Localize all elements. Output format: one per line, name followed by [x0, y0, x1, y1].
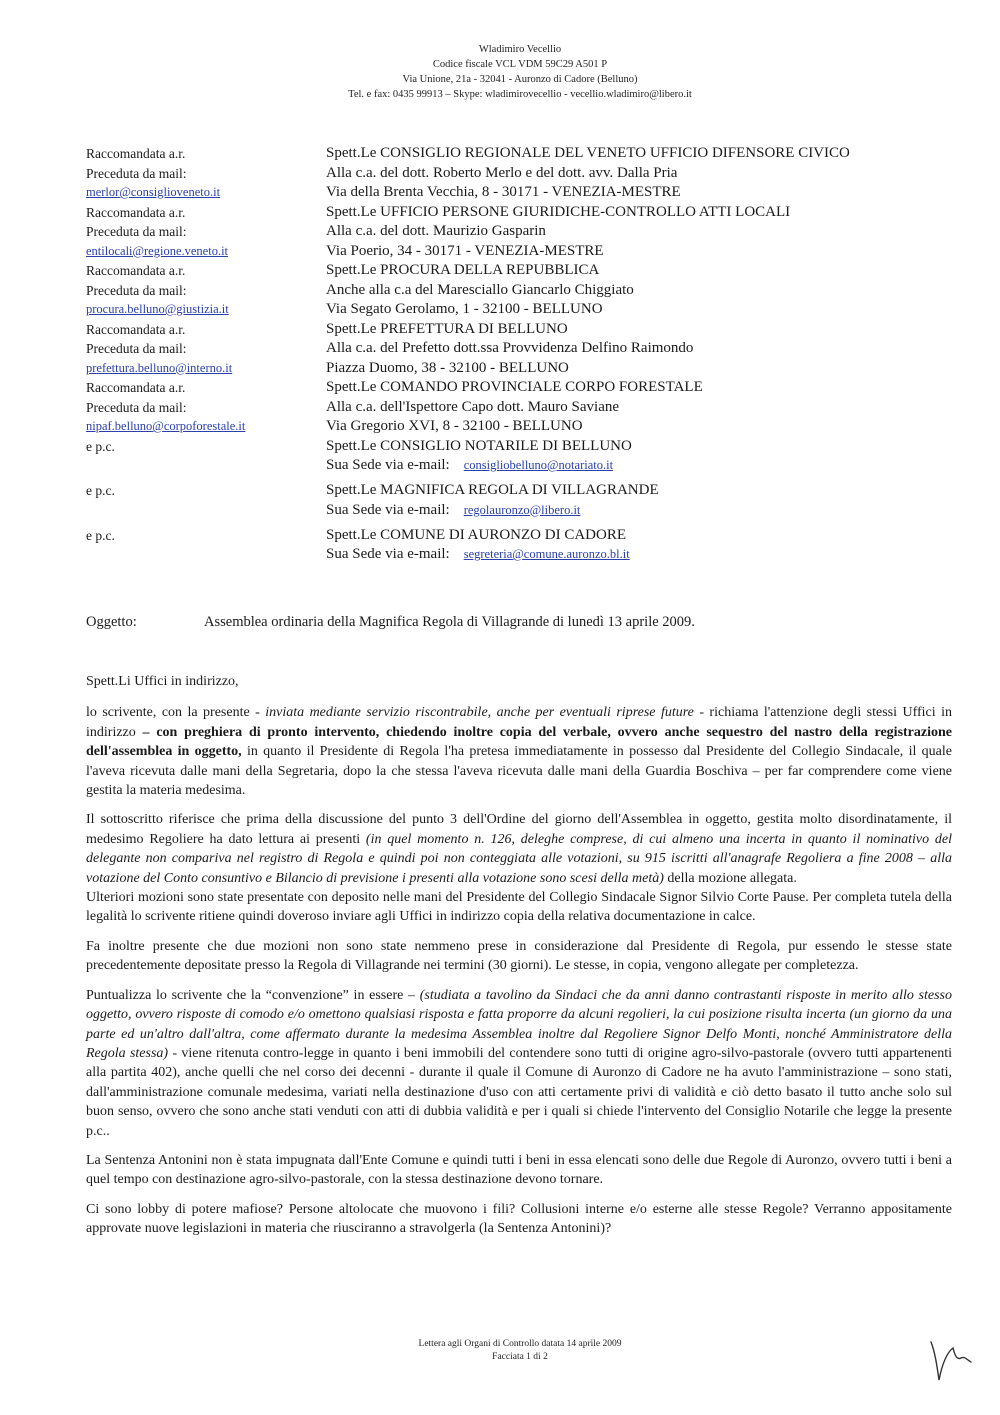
- paragraph-2: [86, 810, 952, 888]
- text-run: - richiama l'attenzione degli stessi Uffici in indirizzo: [86, 705, 952, 740]
- cc-label: e p.c.: [86, 527, 115, 543]
- delivery-method: Raccomandata a.r.: [86, 380, 186, 395]
- recipient-email-link[interactable]: procura.belluno@giustizia.it: [86, 302, 229, 316]
- delivery-method: Raccomandata a.r.: [86, 321, 186, 337]
- letter-body: [86, 672, 952, 1249]
- delivery-method: Raccomandata a.r.: [86, 263, 186, 278]
- letterhead: [250, 42, 790, 102]
- cc-block: [86, 437, 966, 482]
- text-run: della mozione allegata.: [663, 870, 797, 886]
- paragraph-7: Ci sono lobby di potere mafiose? Persone altolocate che muovono i fili? Collusioni interne e/o esterne alle stesse Regole? Verranno appositamente approvate nuove legislazioni in materia che riusciranno a stravolgerla (la Sentenza Antonini)?: [86, 1201, 952, 1237]
- recipient-attention: Alla c.a. del dott. Roberto Merlo e del dott. avv. Dalla Pria: [326, 164, 678, 181]
- cc-recipient-name: Spett.Le COMUNE DI AURONZO DI CADORE: [326, 526, 626, 543]
- text-run: lo scrivente, con la presente -: [86, 705, 266, 721]
- preceded-by-label: Preceduta da mail:: [86, 399, 187, 415]
- cc-recipient-name: Spett.Le MAGNIFICA REGOLA DI VILLAGRANDE: [326, 482, 659, 498]
- subject-label: Oggetto:: [86, 614, 137, 630]
- paragraph-1: [86, 703, 952, 800]
- recipient-name: Spett.Le PREFETTURA DI BELLUNO: [326, 320, 568, 337]
- recipient-address: Via Poerio, 34 - 30171 - VENEZIA-MESTRE: [326, 242, 604, 259]
- cc-email-link[interactable]: segreteria@comune.auronzo.bl.it: [463, 547, 630, 561]
- paragraph-3: Ulteriori mozioni sono state presentate con deposito nelle mani del Presidente del Collegio Sindacale Signor Silvio Corte Pause. Per completa tutela della legalità lo scrivente ritiene quindi doveroso inviare agli Uffici in indirizzo copia della relativa documentazione in calce.: [86, 890, 952, 925]
- paragraph-4: Fa inoltre presente che due mozioni non sono state nemmeno prese in considerazione dal Presidente di Regola, pur essendo le stesse state precedentemente depositate presso la Regola di Villagrande nei termini (30 giorni). Le stesse, in copia, vengono allegate per completezza.: [86, 938, 952, 974]
- footer-page-number: Facciata 1 di 2: [492, 1352, 548, 1362]
- cc-recipient-name: Spett.Le CONSIGLIO NOTARILE DI BELLUNO: [326, 437, 632, 454]
- recipient-block: [86, 144, 966, 203]
- recipient-attention: Alla c.a. dell'Ispettore Capo dott. Mauro Saviane: [326, 398, 620, 415]
- recipient-address: Via Segato Gerolamo, 1 - 32100 - BELLUNO: [326, 301, 603, 317]
- footer-document-info: Lettera agli Organi di Controllo datata 14 aprile 2009: [418, 1339, 622, 1349]
- recipient-block: [86, 320, 966, 379]
- subject-text: Assemblea ordinaria della Magnifica Regola di Villagrande di lunedì 13 aprile 2009.: [204, 614, 695, 630]
- sender-contacts: Tel. e fax: 0435 99913 – Skype: wladimirovecellio - vecellio.wladimiro@libero.it: [348, 89, 692, 100]
- recipient-address: Via della Brenta Vecchia, 8 - 30171 - VENEZIA-MESTRE: [326, 184, 681, 200]
- recipient-email-link[interactable]: entilocali@regione.veneto.it: [86, 243, 229, 258]
- recipient-email-link[interactable]: prefettura.belluno@interno.it: [86, 360, 233, 375]
- delivery-method: Raccomandata a.r.: [86, 146, 186, 161]
- recipient-address: Via Gregorio XVI, 8 - 32100 - BELLUNO: [326, 418, 583, 434]
- recipient-name: Spett.Le CONSIGLIO REGIONALE DEL VENETO UFFICIO DIFENSORE CIVICO: [326, 145, 850, 161]
- cc-label: e p.c.: [86, 438, 115, 454]
- sender-tax-code: Codice fiscale VCL VDM 59C29 A501 P: [432, 59, 608, 70]
- text-run: Puntualizza lo scrivente che la “convenzione” in essere –: [86, 987, 420, 1003]
- cc-email-prefix: Sua Sede via e-mail:: [326, 501, 450, 518]
- italic-run: inviata mediante servizio riscontrabile, anche per eventuali riprese future: [265, 705, 694, 721]
- recipient-attention: Alla c.a. del dott. Maurizio Gasparin: [326, 223, 546, 239]
- recipient-attention: Anche alla c.a del Maresciallo Giancarlo Chiggiato: [326, 281, 634, 298]
- sender-address: Via Unione, 21a - 32041 - Auronzo di Cadore (Belluno): [402, 74, 638, 85]
- subject-line: [86, 614, 966, 631]
- paragraph-6: La Sentenza Antonini non è stata impugnata dall'Ente Comune e quindi tutti i beni in essa elencati sono delle due Regole di Auronzo, ovvero tutti i beni a quel tempo con destinazione agro-silvo-pastorale, con la stessa destinazione devono tornare.: [86, 1152, 952, 1188]
- cc-email-link[interactable]: regolauronzo@libero.it: [463, 502, 581, 517]
- recipient-name: Spett.Le COMANDO PROVINCIALE CORPO FORESTALE: [326, 379, 703, 395]
- cc-block: [86, 526, 966, 571]
- cc-email-link[interactable]: consigliobelluno@notariato.it: [463, 458, 614, 472]
- text-run: Il sottoscritto riferisce che prima della discussione del punto 3 dell'Ordine del giorno dell'Assemblea in oggetto, gestita molto disordinatamente, il medesimo Regoliere ha dato lettura ai presenti: [86, 812, 952, 847]
- italic-run: (studiata a tavolino da Sindaci che da anni danno contrastanti risposte in merito allo stesso oggetto, ovvero risposte di comodo e/o omettono qualsiasi risposta e fatta proporre da alcuni regolieri, la cui posizione risulta incerta (un giorno da una parte ed un'altro dall'altra, come affermato durante la medesima Assemblea inoltre dal Regoliere Signor Delfo Monti, nonché Amministratore della Regola stessa): [86, 987, 952, 1061]
- bold-run: – con preghiera di pronto intervento, chiedendo inoltre copia del verbale, ovvero anche sequestro del nastro della registrazione dell'assemblea in oggetto,: [86, 724, 952, 760]
- preceded-by-label: Preceduta da mail:: [86, 165, 187, 181]
- recipient-block: [86, 203, 966, 262]
- text-run: - viene ritenuta contro-legge in quanto i beni immobili del contendere sono tutti di origine agro-silvo-pastorale (ovvero tutti appartenenti alla partita 402), anche quelli che nel corso dei decenni - durante il quale il Comune di Auronzo di Cadore ne ha avuto l'amministrazione – sono stati, dall'amministrazione comunale medesima, variati nella destinazione d'uso con atti certamente privi di validità e ciò detto basato il tutto anche solo sul buon senso, ovvero che sono anche stati venduti con atti di dubbia validità e per i quali si chiede l'intervento del Consiglio Notarile che legge la presente p.c..: [86, 1045, 952, 1139]
- recipient-name: Spett.Le UFFICIO PERSONE GIURIDICHE-CONTROLLO ATTI LOCALI: [326, 203, 791, 220]
- greeting: Spett.Li Uffici in indirizzo,: [86, 674, 239, 689]
- paragraph-5: [86, 986, 952, 1141]
- text-run: in quanto il Presidente di Regola l'ha pretesa immediatamente in possesso dal Presidente del Collegio Sindacale, il quale l'aveva ricevuta dalle mani della Segretaria, dopo la che stessa l'aveva ricevuta dalle mani della Guardia Boschiva – per far comprendere come viene gestita la materia medesima.: [86, 744, 952, 799]
- preceded-by-label: Preceduta da mail:: [86, 282, 187, 298]
- recipient-email-link[interactable]: merlor@consiglioveneto.it: [86, 185, 221, 199]
- recipient-email-link[interactable]: nipaf.belluno@corpoforestale.it: [86, 419, 246, 433]
- recipient-name: Spett.Le PROCURA DELLA REPUBBLICA: [326, 262, 600, 278]
- italic-run: (in quel momento n. 126, deleghe comprese, di cui almeno una incerta in quanto il nominativo del delegante non compariva nel registro di Regola e quindi poi non conteggiata alle votazioni, su 915 iscritti all'anagrafe Regoliera a fine 2008 – alla votazione del Conto consuntivo e Bilancio di previsione i presenti alla votazione sono scesi della metà): [86, 831, 952, 886]
- preceded-by-label: Preceduta da mail:: [86, 341, 187, 356]
- recipient-block: [86, 378, 966, 437]
- handwritten-initial-signature: [925, 1332, 975, 1384]
- sender-name: Wladimiro Vecellio: [478, 44, 562, 55]
- preceded-by-label: Preceduta da mail:: [86, 224, 187, 239]
- recipient-attention: Alla c.a. del Prefetto dott.ssa Provvidenza Delfino Raimondo: [326, 340, 694, 356]
- cc-email-prefix: Sua Sede via e-mail:: [326, 546, 450, 562]
- cc-label: e p.c.: [86, 483, 115, 498]
- cc-email-prefix: Sua Sede via e-mail:: [326, 457, 450, 473]
- cc-block: [86, 481, 966, 526]
- recipient-block: [86, 261, 966, 320]
- page-footer: [300, 1338, 740, 1364]
- delivery-method: Raccomandata a.r.: [86, 204, 186, 220]
- recipients-list: [86, 144, 966, 570]
- recipient-address: Piazza Duomo, 38 - 32100 - BELLUNO: [326, 359, 569, 376]
